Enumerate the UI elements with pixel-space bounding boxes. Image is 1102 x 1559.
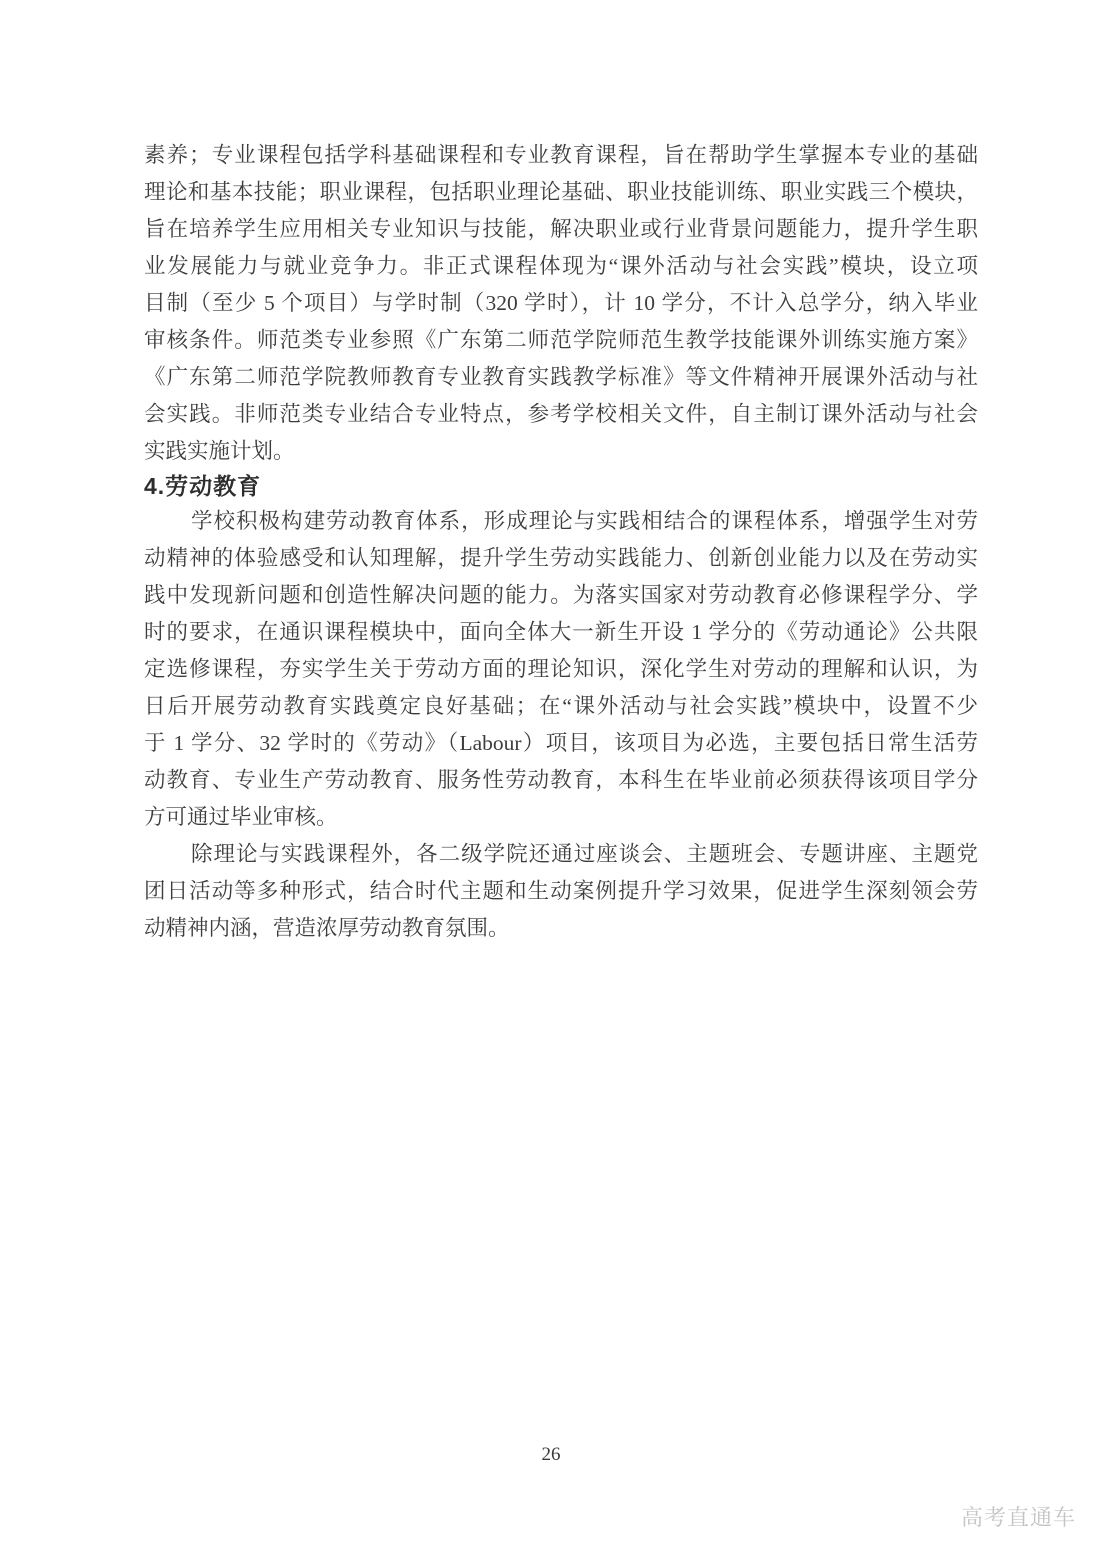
body-line: 业发展能力与就业竞争力。非正式课程体现为“课外活动与社会实践”模块，设立项 xyxy=(144,254,978,278)
body-line: 动教育、专业生产劳动教育、服务性劳动教育，本科生在毕业前必须获得该项目学分 xyxy=(144,768,978,792)
body-line: 素养；专业课程包括学科基础课程和专业教育课程，旨在帮助学生掌握本专业的基础 xyxy=(144,143,978,167)
body-line: 《广东第二师范学院教师教育专业教育实践教学标准》等文件精神开展课外活动与社 xyxy=(144,365,978,389)
body-line: 实践实施计划。 xyxy=(144,439,295,463)
body-line: 动精神内涵，营造浓厚劳动教育氛围。 xyxy=(144,916,510,940)
page-number: 26 xyxy=(541,1444,561,1465)
body-line: 除理论与实践课程外，各二级学院还通过座谈会、主题班会、专题讲座、主题党 xyxy=(191,842,978,866)
page-content xyxy=(144,137,978,947)
body-line: 理论和基本技能；职业课程，包括职业理论基础、职业技能训练、职业实践三个模块， xyxy=(144,180,978,204)
body-line: 方可通过毕业审核。 xyxy=(144,805,338,829)
body-line: 时的要求，在通识课程模块中，面向全体大一新生开设 1 学分的《劳动通论》公共限 xyxy=(144,620,978,644)
body-line: 践中发现新问题和创造性解决问题的能力。为落实国家对劳动教育必修课程学分、学 xyxy=(144,583,978,607)
body-line: 定选修课程，夯实学生关于劳动方面的理论知识，深化学生对劳动的理解和认识，为 xyxy=(144,657,978,681)
watermark-gaokao-zhitongche: 高考直通车 xyxy=(961,1505,1077,1530)
body-line: 会实践。非师范类专业结合专业特点，参考学校相关文件，自主制订课外活动与社会 xyxy=(144,402,978,426)
body-line: 日后开展劳动教育实践奠定良好基础；在“课外活动与社会实践”模块中，设置不少 xyxy=(144,694,978,718)
body-line: 审核条件。师范类专业参照《广东第二师范学院师范生教学技能课外训练实施方案》 xyxy=(144,328,978,352)
section-heading-labor-education: 4.劳动教育 xyxy=(144,473,262,499)
body-line: 旨在培养学生应用相关专业知识与技能，解决职业或行业背景问题能力，提升学生职 xyxy=(144,217,978,241)
body-line: 学校积极构建劳动教育体系，形成理论与实践相结合的课程体系，增强学生对劳 xyxy=(191,509,978,533)
body-line: 目制（至少 5 个项目）与学时制（320 学时），计 10 学分，不计入总学分，纳入毕业 xyxy=(144,291,978,315)
body-line: 动精神的体验感受和认知理解，提升学生劳动实践能力、创新创业能力以及在劳动实 xyxy=(144,546,978,570)
body-line: 于 1 学分、32 学时的《劳动》（Labour）项目，该项目为必选，主要包括日常生活劳 xyxy=(144,731,978,755)
body-line: 团日活动等多种形式，结合时代主题和生动案例提升学习效果，促进学生深刻领会劳 xyxy=(144,879,978,903)
